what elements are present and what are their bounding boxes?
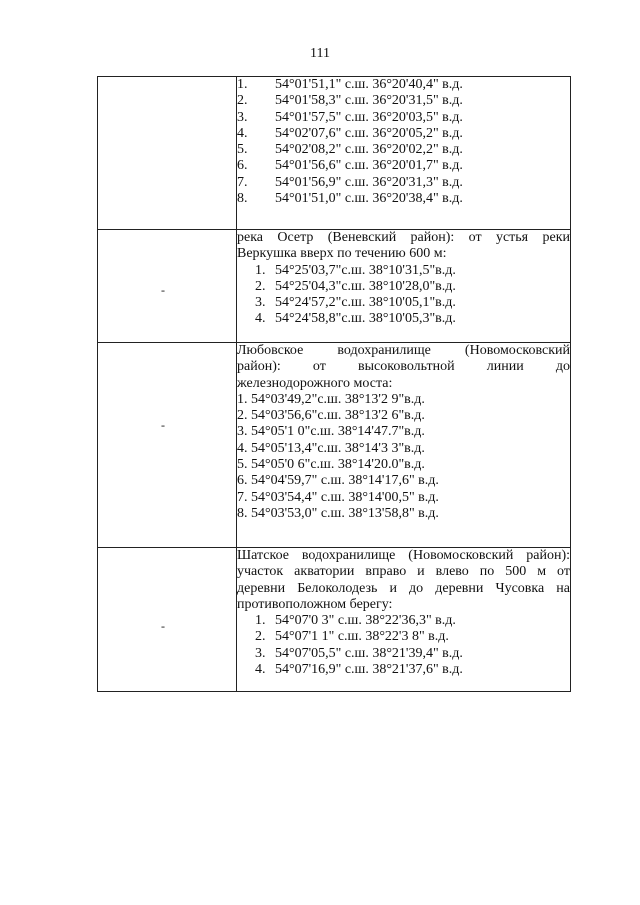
point-number: 7. [237, 174, 248, 190]
coordinate-point [237, 457, 570, 473]
description-line: Шатское водохранилище (Новомосковский район): [237, 548, 570, 563]
row-content-cell [237, 77, 571, 230]
coordinate-point [237, 279, 570, 295]
coordinate-point [237, 424, 570, 440]
coordinate-point [237, 263, 570, 279]
coordinate-point [237, 490, 570, 506]
page-number: 111 [310, 46, 330, 61]
description-line: противоположном берегу: [237, 596, 393, 612]
point-number: 1. [255, 613, 266, 629]
row-dash: - [161, 283, 165, 297]
table-row [98, 230, 571, 343]
point-coordinates: 54°01'56,6" с.ш. 36°20'01,7" в.д. [275, 158, 463, 174]
point-coordinates: 54°01'51,0" с.ш. 36°20'38,4" в.д. [275, 191, 463, 207]
point-number: 8. [237, 505, 248, 521]
point-coordinates: 54°02'07,6" с.ш. 36°20'05,2" в.д. [275, 125, 463, 141]
point-number: 6. [237, 473, 248, 489]
point-coordinates: 54°07'0 3" с.ш. 38°22'36,3" в.д. [275, 613, 456, 629]
point-coordinates: 54°03'54,4" с.ш. 38°14'00,5" в.д. [247, 489, 439, 505]
point-coordinates: 54°01'51,1" с.ш. 36°20'40,4" в.д. [275, 77, 463, 92]
point-coordinates: 54°07'16,9" с.ш. 38°21'37,6" в.д. [275, 662, 463, 678]
point-number: 2. [255, 278, 266, 294]
point-number: 4. [237, 125, 248, 141]
point-number: 1. [237, 77, 248, 92]
row-dash: - [161, 619, 165, 633]
coordinate-point [237, 441, 570, 457]
point-number: 4. [255, 311, 266, 327]
point-coordinates: 54°01'57,5" с.ш. 36°20'03,5" в.д. [275, 109, 463, 125]
coordinate-point [237, 506, 570, 522]
description-line: железнодорожного моста: [237, 375, 393, 391]
point-number: 8. [237, 191, 248, 207]
point-number: 2. [255, 629, 266, 645]
coordinate-point [237, 646, 570, 662]
coordinate-point [237, 311, 570, 327]
point-coordinates: 54°07'05,5" с.ш. 38°21'39,4" в.д. [275, 645, 463, 661]
point-coordinates: 54°01'58,3" с.ш. 36°20'31,5" в.д. [275, 93, 463, 109]
coordinate-point [237, 613, 570, 629]
coordinate-point [237, 110, 570, 126]
point-coordinates: 54°03'49,2"с.ш. 38°13'2 9"в.д. [247, 391, 425, 407]
description-line: район): от высоковольтной линии до [237, 359, 570, 375]
coordinate-point [237, 662, 570, 678]
coordinates-table [97, 76, 571, 692]
row-content-cell [237, 548, 571, 692]
coordinate-point [237, 408, 570, 424]
point-number: 3. [255, 645, 266, 661]
point-number: 7. [237, 489, 248, 505]
row-content-cell [237, 343, 571, 548]
point-coordinates: 54°05'13,4"с.ш. 38°14'3 3"в.д. [247, 440, 425, 456]
point-coordinates: 54°01'56,9" с.ш. 36°20'31,3" в.д. [275, 174, 463, 190]
row-label-cell [98, 230, 237, 343]
description-line: Веркушка вверх по течению 600 м: [237, 246, 447, 262]
row-content-cell [237, 230, 571, 343]
coordinate-point [237, 629, 570, 645]
row-dash: - [161, 418, 165, 432]
description-line: деревни Белоколодезь и до деревни Чусовка на [237, 580, 570, 596]
point-number: 1. [237, 391, 248, 407]
point-number: 4. [255, 662, 266, 678]
point-coordinates: 54°04'59,7" с.ш. 38°14'17,6" в.д. [247, 473, 439, 489]
point-coordinates: 54°25'03,7"с.ш. 38°10'31,5"в.д. [275, 262, 456, 278]
coordinate-point [237, 126, 570, 142]
coordinate-point [237, 473, 570, 489]
coordinate-point [237, 191, 570, 207]
point-coordinates: 54°25'04,3"с.ш. 38°10'28,0"в.д. [275, 278, 456, 294]
point-number: 2. [237, 93, 248, 109]
description-line: участок акватории вправо и влево по 500 м от [237, 564, 570, 580]
point-number: 3. [237, 109, 248, 125]
point-coordinates: 54°05'1 0"с.ш. 38°14'47.7"в.д. [247, 424, 425, 440]
row-label-cell [98, 77, 237, 230]
point-number: 3. [237, 424, 248, 440]
description-line: Любовское водохранилище (Новомосковский [237, 343, 570, 358]
point-coordinates: 54°02'08,2" с.ш. 36°20'02,2" в.д. [275, 142, 463, 158]
coordinate-point [237, 77, 570, 93]
coordinate-point [237, 175, 570, 191]
row-label-cell [98, 548, 237, 692]
coordinate-point [237, 295, 570, 311]
point-coordinates: 54°05'0 6"с.ш. 38°14'20.0"в.д. [247, 457, 425, 473]
point-coordinates: 54°07'1 1" с.ш. 38°22'3 8" в.д. [275, 629, 449, 645]
table-row [98, 548, 571, 692]
table-row [98, 343, 571, 548]
point-number: 2. [237, 408, 248, 424]
point-number: 3. [255, 295, 266, 311]
point-coordinates: 54°03'53,0" с.ш. 38°13'58,8" в.д. [247, 505, 439, 521]
coordinate-point [237, 142, 570, 158]
point-coordinates: 54°03'56,6"с.ш. 38°13'2 6"в.д. [247, 408, 425, 424]
point-number: 5. [237, 142, 248, 158]
point-number: 5. [237, 457, 248, 473]
coordinate-point [237, 93, 570, 109]
point-number: 6. [237, 158, 248, 174]
point-number: 4. [237, 440, 248, 456]
table-row [98, 77, 571, 230]
row-label-cell [98, 343, 237, 548]
description-line: река Осетр (Веневский район): от устья реки [237, 230, 570, 245]
point-number: 1. [255, 262, 266, 278]
coordinate-point [237, 392, 570, 408]
point-coordinates: 54°24'58,8"с.ш. 38°10'05,3"в.д. [275, 311, 456, 327]
coordinate-point [237, 158, 570, 174]
point-coordinates: 54°24'57,2"с.ш. 38°10'05,1"в.д. [275, 295, 456, 311]
